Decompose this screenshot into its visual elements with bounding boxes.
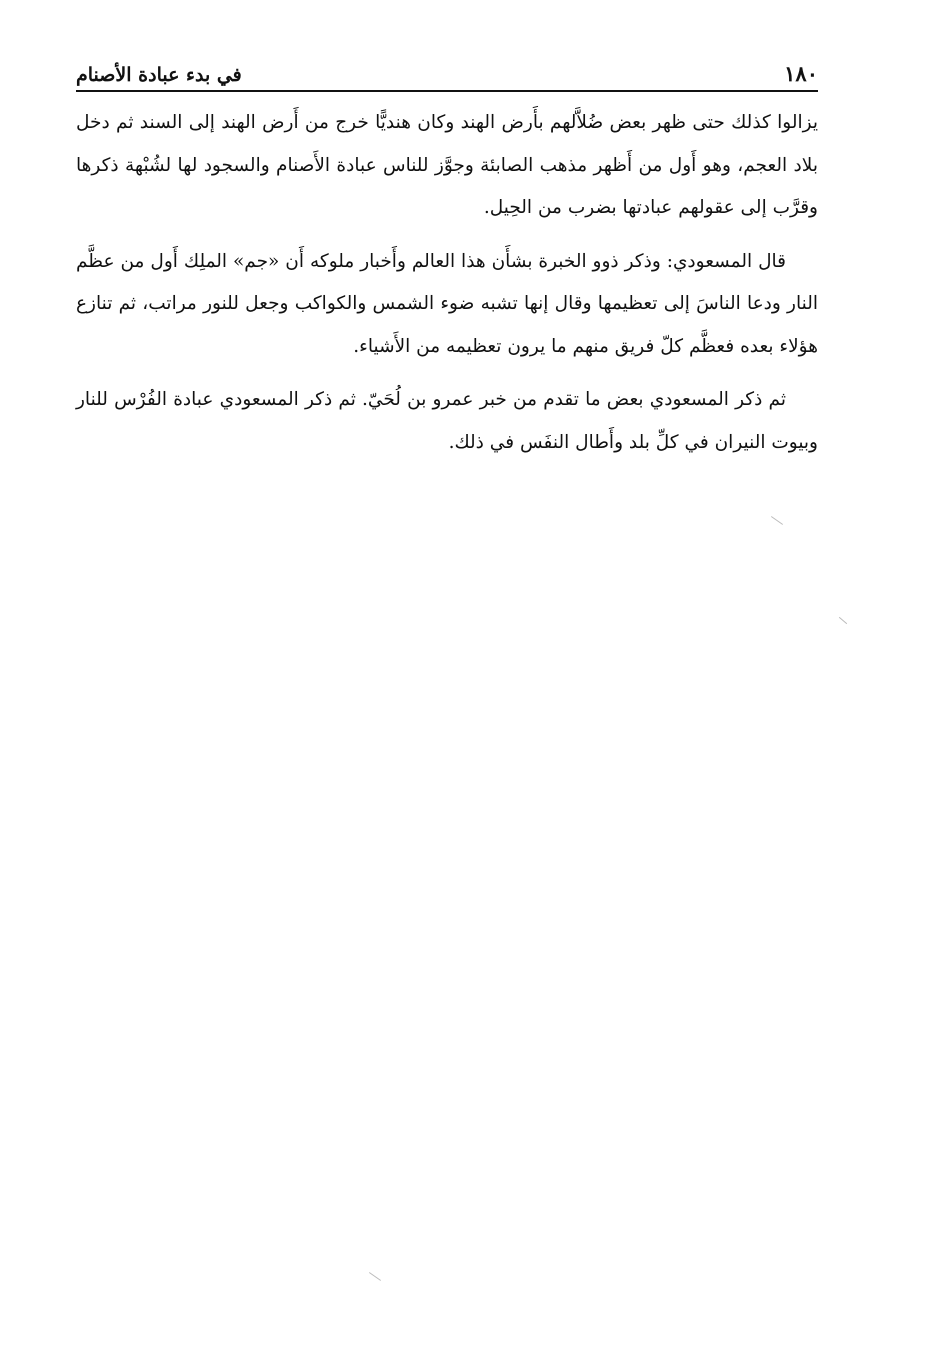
paragraph-2: قال المسعودي: وذكر ذوو الخبرة بشأَن هذا العالم وأَخبار ملوكه أَن «جم» الملِك أَول من عظَّم النار ودعا الناسَ إلى تعظيمها وقال إنها تشبه ضوء الشمس والكواكب وجعل للنور مراتب، ثم تنازع هؤلاء بعده فعظَّم كلّ فريق منهم ما يرون تعظيمه من الأَشياء.	[76, 250, 818, 357]
running-header	[76, 54, 818, 86]
scan-speck	[369, 1272, 381, 1281]
page-number: ١٨٠	[784, 61, 818, 86]
scan-speck	[839, 617, 847, 624]
header-rule	[76, 90, 818, 92]
scan-speck	[771, 516, 783, 525]
running-title: في بدء عبادة الأصنام	[76, 64, 242, 86]
paragraph-1: يزالوا كذلك حتى ظهر بعض ضُلاَّلهم بأَرض الهند وكان هنديًّا خرج من أَرض الهند إلى السند ثم دخل بلاد العجم، وهو أَول من أَظهر مذهب الصابئة وجوَّز للناس عبادة الأَصنام والسجود لها لشُبْهة ذكرها وقرَّب إلى عقولهم عبادتها بضرب من الحِيل.	[76, 112, 818, 218]
paragraph-3: ثم ذكر المسعودي بعض ما تقدم من خبر عمرو بن لُحَيّ. ثم ذكر المسعودي عبادة الفُرْس للنار وبيوت النيران في كلِّ بلد وأَطال النفَس في ذلك.	[76, 389, 818, 453]
body-text	[76, 102, 818, 464]
